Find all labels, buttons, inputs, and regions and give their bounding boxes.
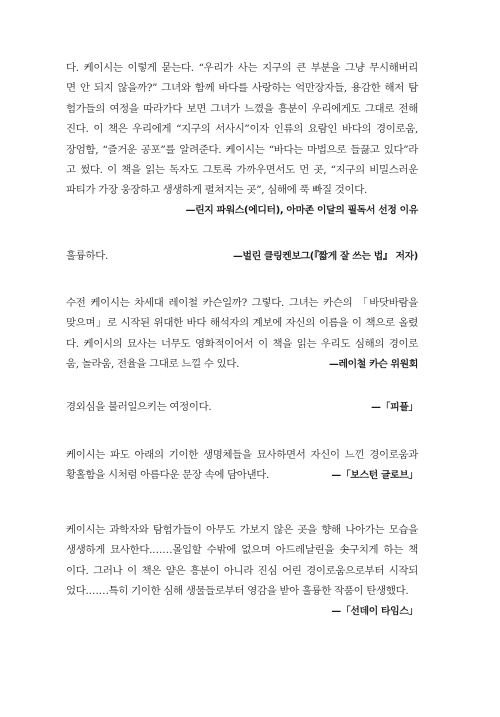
review-attribution: —「피플」 — [371, 402, 418, 413]
review-line: 이다. 그러나 이 책은 얕은 흥분이 아니라 진심 어린 경이로움으로부터 시작되 — [66, 564, 418, 577]
review-rachel-carson-council — [66, 293, 418, 375]
review-line: 황홀함을 시처럼 아름다운 문장 속에 담아낸다. — [66, 469, 270, 482]
review-line: 고 썼다. 이 책을 읽는 독자도 그토록 가까우면서도 먼 곳, “지구의 비밀스러운 — [66, 163, 418, 176]
review-line: 생생하게 묘사한다.……몰입할 수밖에 없으며 아드레날린을 솟구치게 하는 책 — [66, 544, 418, 557]
review-attribution: —레이철 카슨 위원회 — [328, 359, 418, 371]
review-line: 수전 케이시는 차세대 레이철 카슨일까? 그렇다. 그녀는 카슨의 「바닷바람을 — [66, 297, 418, 309]
review-line: 훌륭하다. — [66, 250, 108, 262]
review-line: 진다. 이 책은 우리에게 “지구의 서사시”이자 인류의 요람인 바다의 경이로움, — [66, 123, 418, 136]
review-line: 움, 놀라움, 전율을 그대로 느낄 수 있다. — [66, 358, 240, 371]
review-line: 파티가 가장 웅장하고 생생하게 펼쳐지는 곳”, 심해에 푹 빠질 것이다. — [66, 184, 367, 197]
review-line: 장엄함, “즐거운 공포”를 알려준다. 케이시는 “바다는 마법으로 들끓고 있다”라 — [66, 143, 418, 156]
review-attribution: —「선데이 타임스」 — [331, 605, 418, 617]
review-amazon — [66, 58, 418, 221]
review-line: 경외심을 불러일으키는 여정이다. — [66, 401, 212, 413]
review-line: 케이시는 파도 아래의 기이한 생명체들을 묘사하면서 자신이 느낀 경이로움과 — [66, 449, 418, 461]
review-line: 케이시는 과학자와 탐험가들이 아무도 가보지 않은 곳을 향해 나아가는 모습을 — [66, 524, 418, 536]
review-sunday-times — [66, 520, 418, 622]
review-attribution: —린지 파워스(에디터), 아마존 이달의 필독서 선정 이유 — [185, 204, 418, 216]
review-attribution: —벌린 클링켄보그(『짧게 잘 쓰는 법』 저자) — [233, 251, 418, 262]
review-line: 험가들의 여정을 따라가다 보면 그녀가 느꼈을 흥분이 우리에게도 그대로 전해 — [66, 102, 418, 115]
review-people — [66, 397, 418, 417]
review-klinkenborg — [66, 246, 418, 266]
review-line: 면 안 되지 않을까?” 그녀와 함께 바다를 사랑하는 억만장자들, 용감한 해저 탐 — [66, 82, 418, 95]
review-boston-globe — [66, 445, 418, 486]
review-line: 맞으며」로 시작된 위대한 바다 해석자의 계보에 자신의 이름을 이 책으로 올렸 — [66, 317, 418, 330]
review-attribution: —「보스턴 글로브」 — [331, 470, 418, 482]
review-line: 었다.……특히 기이한 심해 생물들로부터 영감을 받아 훌륭한 작품이 탄생했다. — [66, 585, 409, 598]
review-line: 다. 케이시는 이렇게 묻는다. “우리가 사는 지구의 큰 부분을 그냥 무시해버리 — [66, 62, 418, 74]
review-line: 다. 케이시의 묘사는 너무도 영화적이어서 이 책을 읽는 우리도 심해의 경이로 — [66, 337, 418, 350]
